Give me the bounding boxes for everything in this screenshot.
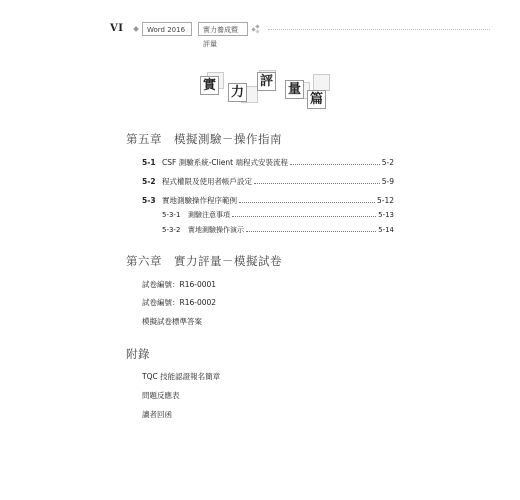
toc-entry-number: 5-2 [142, 177, 156, 186]
toc-leader-dots [246, 231, 376, 232]
toc-entry[interactable] [142, 176, 394, 188]
part-title-char: 量 [285, 80, 304, 99]
toc-leader-dots [290, 164, 380, 165]
header-dotted-rule [268, 29, 490, 30]
toc-entry-title: CSF 測驗系統-Client 端程式安裝流程 [162, 158, 288, 167]
toc-leader-dots [254, 183, 380, 184]
toc-entry-page: 5-12 [376, 196, 394, 205]
toc-subentry[interactable] [162, 225, 394, 237]
toc-subentry-title: 實地測驗操作演示 [188, 226, 244, 234]
toc-entry[interactable] [142, 157, 394, 169]
header-decoration-icon [252, 25, 260, 33]
toc-entry-title: 實地測驗操作程序範例 [162, 196, 237, 205]
part-title-char: 篇 [307, 90, 326, 109]
header-bullet-icon [133, 26, 139, 32]
header-book-name: Word 2016 [142, 22, 192, 36]
header-section-name: 實力養成暨評量 [198, 22, 248, 36]
running-header [110, 22, 490, 48]
toc-leader-dots [232, 216, 376, 217]
list-item[interactable]: 讀者回函 [142, 410, 172, 419]
appendix-heading: 附錄 [126, 347, 150, 361]
toc-subentry-number: 5-3-1 [162, 211, 181, 219]
toc-entry-title: 程式權限及使用者帳戶設定 [162, 177, 252, 186]
list-item[interactable]: 試卷編號：R16-0002 [142, 298, 217, 307]
list-item[interactable]: 模擬試卷標準答案 [142, 317, 202, 326]
toc-entry-page: 5-9 [381, 177, 394, 186]
list-item[interactable]: 試卷編號：R16-0001 [142, 280, 217, 289]
part-title-char: 評 [257, 72, 276, 91]
toc-subentry-page: 5-14 [378, 226, 394, 234]
toc-leader-dots [239, 202, 375, 203]
chapter-5-heading: 第五章 模擬測驗－操作指南 [126, 132, 282, 146]
toc-entry-page: 5-2 [381, 158, 394, 167]
part-title-char: 力 [228, 83, 247, 102]
list-item[interactable]: 問題反應表 [142, 391, 180, 400]
toc-entry[interactable] [142, 195, 394, 207]
list-item[interactable]: TQC 技能認證報名簡章 [142, 372, 221, 381]
toc-entry-number: 5-3 [142, 196, 156, 205]
toc-subentry-title: 測驗注意事項 [188, 211, 230, 219]
toc-subentry[interactable] [162, 210, 394, 222]
toc-entry-number: 5-1 [142, 158, 156, 167]
toc-subentry-page: 5-13 [378, 211, 394, 219]
part-title [195, 70, 335, 115]
page-number: VI [110, 23, 124, 34]
part-title-char: 實 [200, 76, 219, 95]
chapter-6-heading: 第六章 實力評量－模擬試卷 [126, 254, 282, 268]
toc-subentry-number: 5-3-2 [162, 226, 181, 234]
